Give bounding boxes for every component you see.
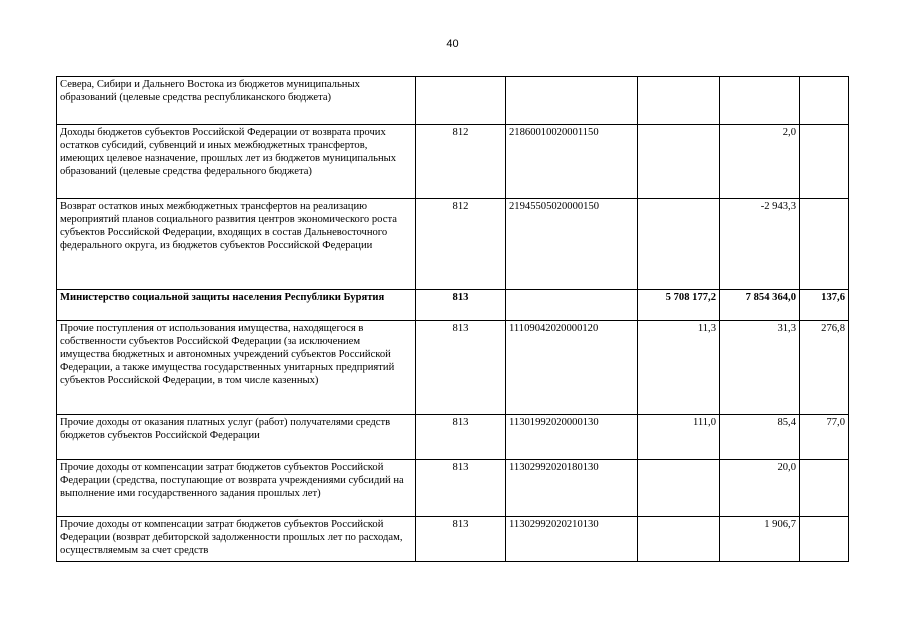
row-value-plan <box>638 125 720 199</box>
row-value-plan <box>638 199 720 290</box>
row-description: Севера, Сибири и Дальнего Востока из бюджетов муниципальных образований (целевые средства республиканского бюджета) <box>57 77 416 125</box>
table-row <box>57 517 849 562</box>
row-admin-code: 813 <box>416 415 506 460</box>
row-value-plan: 11,3 <box>638 321 720 415</box>
row-description: Прочие доходы от оказания платных услуг (работ) получателями средств бюджетов субъектов Российской Федерации <box>57 415 416 460</box>
table-row <box>57 199 849 290</box>
row-description: Доходы бюджетов субъектов Российской Федерации от возврата прочих остатков субсидий, субвенций и иных межбюджетных трансфертов, имеющих целевое назначение, прошлых лет из бюджетов муниципальных образований (целевые средства федерального бюджета) <box>57 125 416 199</box>
row-budget-code: 21945505020000150 <box>506 199 638 290</box>
row-budget-code: 11302992020210130 <box>506 517 638 562</box>
row-admin-code: 813 <box>416 290 506 321</box>
row-description: Прочие доходы от компенсации затрат бюджетов субъектов Российской Федерации (возврат дебиторской задолженности прошлых лет по расходам, осуществляемым за счет средств <box>57 517 416 562</box>
row-admin-code: 813 <box>416 517 506 562</box>
row-value-actual: 2,0 <box>720 125 800 199</box>
row-value-actual: 20,0 <box>720 460 800 517</box>
row-percent <box>800 199 849 290</box>
row-value-actual: 85,4 <box>720 415 800 460</box>
row-admin-code: 813 <box>416 321 506 415</box>
row-value-plan <box>638 77 720 125</box>
row-value-actual: 1 906,7 <box>720 517 800 562</box>
row-admin-code: 813 <box>416 460 506 517</box>
table-body <box>57 77 849 562</box>
row-value-actual: 7 854 364,0 <box>720 290 800 321</box>
row-budget-code: 11301992020000130 <box>506 415 638 460</box>
budget-revenue-table <box>56 76 849 562</box>
row-percent: 137,6 <box>800 290 849 321</box>
row-budget-code <box>506 290 638 321</box>
table-row <box>57 125 849 199</box>
row-value-actual <box>720 77 800 125</box>
row-budget-code: 11109042020000120 <box>506 321 638 415</box>
row-description: Прочие доходы от компенсации затрат бюджетов субъектов Российской Федерации (средства, поступающие от возврата учреждениями субсидий на выполнение ими государственного задания прошлых лет) <box>57 460 416 517</box>
row-percent <box>800 125 849 199</box>
row-description: Министерство социальной защиты населения Республики Бурятия <box>57 290 416 321</box>
row-percent <box>800 460 849 517</box>
row-description: Возврат остатков иных межбюджетных трансфертов на реализацию мероприятий планов социального развития центров экономического роста субъектов Российской Федерации, входящих в состав Дальневосточного федерального округа, из бюджетов субъектов Российской Федерации <box>57 199 416 290</box>
row-budget-code <box>506 77 638 125</box>
table-row <box>57 77 849 125</box>
row-description: Прочие поступления от использования имущества, находящегося в собственности субъектов Российской Федерации (за исключением имущества бюджетных и автономных учреждений субъектов Российской Федерации, а также имущества государственных унитарных предприятий субъектов Российской Федерации, в том числе казенных) <box>57 321 416 415</box>
row-percent: 77,0 <box>800 415 849 460</box>
row-percent <box>800 517 849 562</box>
table-row <box>57 290 849 321</box>
table-row <box>57 415 849 460</box>
row-value-actual: -2 943,3 <box>720 199 800 290</box>
row-percent: 276,8 <box>800 321 849 415</box>
page-number: 40 <box>446 38 459 50</box>
row-admin-code <box>416 77 506 125</box>
table-row <box>57 321 849 415</box>
row-value-plan <box>638 517 720 562</box>
row-value-plan: 111,0 <box>638 415 720 460</box>
table-row <box>57 460 849 517</box>
row-budget-code: 11302992020180130 <box>506 460 638 517</box>
row-value-plan: 5 708 177,2 <box>638 290 720 321</box>
row-value-actual: 31,3 <box>720 321 800 415</box>
row-percent <box>800 77 849 125</box>
row-admin-code: 812 <box>416 199 506 290</box>
row-admin-code: 812 <box>416 125 506 199</box>
row-budget-code: 21860010020001150 <box>506 125 638 199</box>
row-value-plan <box>638 460 720 517</box>
